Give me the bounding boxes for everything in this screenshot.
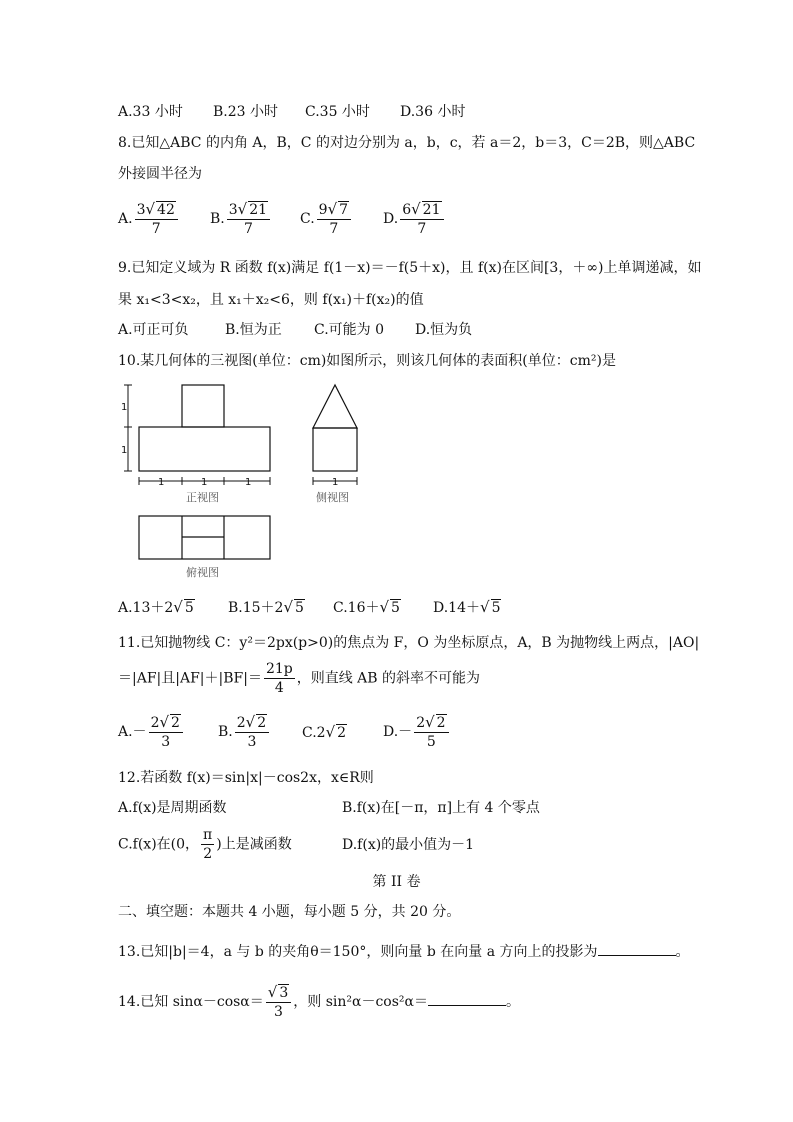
q10-option-d: D.14＋√ 5 [433,598,501,616]
q12-option-b: B.f(x)在[－π，π]上有 4 个零点 [342,800,540,816]
radicand: 5 [491,600,501,616]
coef: 3 [136,202,146,218]
coef: 9 [318,202,328,218]
three-view-diagram [118,380,378,585]
numerator: π [203,827,213,843]
radicand: 3 [279,985,289,1001]
height-dim-label-lower: 1 [121,445,128,456]
q12-option-c [118,826,292,863]
width-dim-label-3: 1 [245,477,252,488]
q13-period: 。 [675,944,690,960]
q11-option-c: C.2√ 2 [302,723,347,741]
q8-option-c: C. $\frac{9√ 7}{7}$ [300,200,353,238]
q12-option-a: A.f(x)是周期函数 [118,800,227,816]
q9-option-d: D.恒为负 [415,322,473,338]
top-view [139,516,270,559]
q13-stem [118,941,690,962]
side-view-triangle [313,385,357,428]
front-view-base-block [139,427,270,471]
radicand: 2 [257,715,267,731]
side-view [313,385,357,471]
q10-option-c: C.16＋√ 5 [333,598,400,616]
option-text: C.f(x)在(0， [118,836,200,853]
section-title: 第 II 卷 [372,874,421,890]
radicand: 5 [295,600,304,616]
width-dim-label-2: 1 [201,477,208,488]
option-prefix: A.－ [118,724,147,740]
denominator: 4 [274,680,284,696]
option-prefix: C.16＋ [333,600,380,616]
q11-option-d: D.－ $\frac{2√ 2}{5}$ [383,713,451,751]
q11-stem-line2 [118,660,480,697]
q10-option-a: A.13＋2√ 5 [118,598,194,616]
coef: 2 [236,715,246,731]
q7-option-a: A.33 小时 [118,104,183,120]
coef: 3 [228,202,238,218]
q8-option-b: B. $\frac{3√ 21}{7}$ [210,200,272,238]
denominator: 2 [203,846,213,862]
radicand: 21 [249,202,268,218]
option-letter: D. [383,211,399,227]
option-text: )上是减函数 [216,836,292,853]
option-prefix: D.14＋ [433,600,480,616]
q9-option-b: B.恒为正 [225,322,282,338]
denominator: 3 [161,734,171,750]
q11-option-a: A.－ $\frac{2√ 2}{3}$ [118,713,185,751]
denominator: 5 [426,734,436,750]
q9-stem-line1: 9.已知定义域为 R 函数 f(x)满足 f(1－x)＝－f(5＋x)，且 f(x)在区间[3，＋∞)上单调递减，如 [118,260,702,276]
radicand: 42 [157,202,175,218]
front-view-label: 正视图 [186,491,219,504]
stem-text: ＝|AF|且|AF|＋|BF|＝ [118,670,262,687]
denominator: 7 [329,221,339,237]
q11-option-b: B. $\frac{2√ 2}{3}$ [218,713,271,751]
coef: 6 [402,202,412,218]
q7-option-b: B.23 小时 [213,104,279,120]
front-view-height-dimension [124,385,132,471]
denominator: 3 [247,734,257,750]
q14-text: ，则 sin²α－cos²α＝ [293,994,428,1010]
q13-text: 13.已知|b|＝4，a 与 b 的夹角θ＝150°，则向量 b 在向量 a 方向上的投影为 [118,944,598,960]
stem-text: ，则直线 AB 的斜率不可能为 [296,670,481,687]
denominator: 7 [417,221,427,237]
numerator: 21p [265,661,293,677]
q14-answer-blank[interactable] [428,991,506,1006]
q8-option-a: A. $\frac{3√ 42}{7}$ [118,200,180,238]
q13-answer-blank[interactable] [598,941,676,956]
q7-option-c: C.35 小时 [305,104,370,120]
radicand: 2 [436,715,446,731]
q9-option-c: C.可能为 0 [314,322,385,338]
radicand: 7 [339,202,349,218]
denominator: 3 [274,1004,283,1020]
q8-stem-line1: 8.已知△ABC 的内角 A，B，C 的对边分别为 a，b，c，若 a＝2，b＝3，C＝2B，则△ABC [118,135,696,151]
option-prefix: A.13＋2 [118,600,174,616]
option-prefix: B. [218,724,233,740]
front-view [139,385,270,471]
option-letter: C. [300,211,315,227]
q12-stem: 12.若函数 f(x)＝sin|x|－cos2x，x∈R则 [118,770,374,786]
q9-option-a: A.可正可负 [118,322,189,338]
q14-period: 。 [505,994,520,1010]
front-view-top-block [182,385,224,427]
coef: 2 [416,715,426,731]
radicand: 2 [337,725,347,741]
option-letter: B. [210,211,225,227]
height-dim-label-upper: 1 [121,402,128,413]
radicand: 21 [422,202,441,218]
q10-stem: 10.某几何体的三视图(单位：cm)如图所示，则该几何体的表面积(单位：cm²)是 [118,353,616,369]
width-dim-label-1: 1 [158,477,165,488]
option-letter: A. [118,211,133,227]
option-prefix: B.15＋2 [228,600,284,616]
q11-stem-line1: 11.已知抛物线 C：y²＝2px(p>0)的焦点为 F，O 为坐标原点，A，B 为抛物线上两点，|AO| [118,635,700,651]
q8-stem-line2: 外接圆半径为 [118,166,202,182]
coef: 2 [150,715,160,731]
side-view-square [313,428,357,471]
radicand: 5 [391,600,400,616]
radicand: 5 [184,600,194,616]
q8-option-d: D. $\frac{6√ 21}{7}$ [383,200,446,238]
q10-option-b: B.15＋2√ 5 [228,598,304,616]
q9-stem-line2: 果 x₁<3<x₂，且 x₁＋x₂<6，则 f(x₁)＋f(x₂)的值 [118,292,424,308]
option-prefix: C.2 [302,725,326,741]
denominator: 7 [243,221,253,237]
side-dim-label: 1 [332,477,339,488]
q12-option-d: D.f(x)的最小值为－1 [342,837,475,853]
denominator: 7 [151,221,161,237]
q14-stem: 14.已知 sinα－cosα＝ $\frac{√ 3}{3}$ ，则 sin²α－cos²α＝ 。 [118,983,520,1020]
side-view-label: 侧视图 [316,491,349,504]
option-prefix: D.－ [383,724,413,740]
top-view-label: 俯视图 [186,566,219,579]
q7-option-d: D.36 小时 [400,104,466,120]
radicand: 2 [171,715,180,731]
part2-heading: 二、填空题：本题共 4 小题，每小题 5 分，共 20 分。 [118,904,461,920]
q14-text: 14.已知 sinα－cosα＝ [118,994,264,1010]
